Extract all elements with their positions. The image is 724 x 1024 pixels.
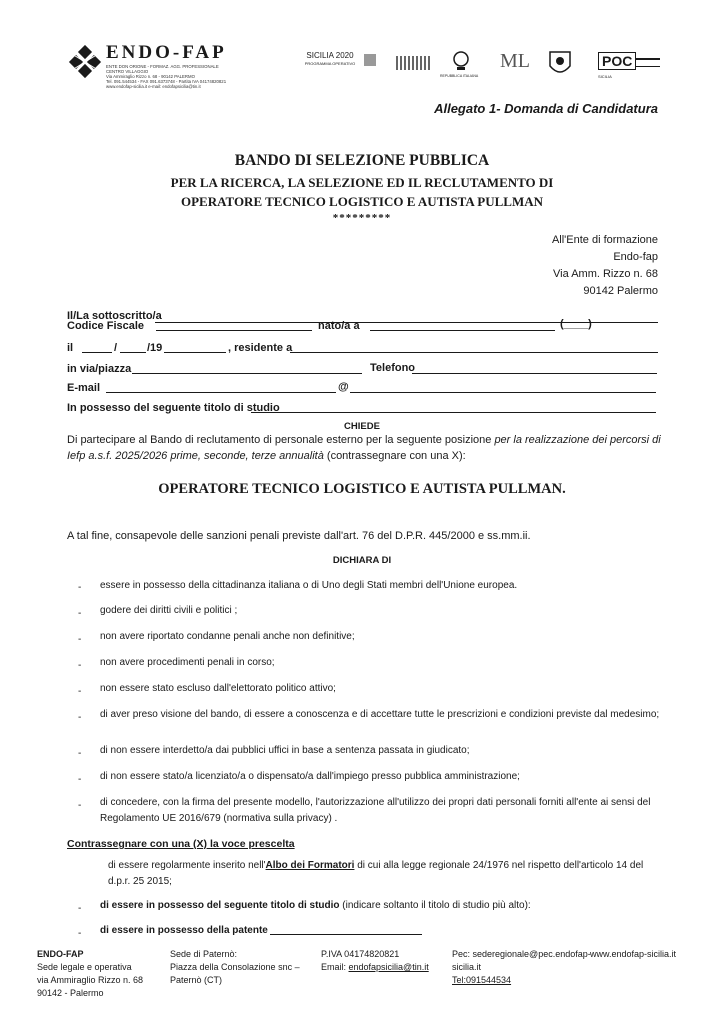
footer-email-link[interactable]: endofapsicilia@tin.it <box>348 962 429 972</box>
contrassegnare-heading: Contrassegnare con una (X) la voce prescelta <box>67 838 295 850</box>
logo-line: Via Ammiraglio Rizzo n. 68 - 90142 PALERMO <box>106 74 195 79</box>
residente-label: , residente a <box>228 342 293 354</box>
titolo-studio-field[interactable] <box>251 412 656 413</box>
footer-col-contact <box>452 948 591 987</box>
poc-label: SICILIA <box>598 74 612 79</box>
chiede-heading: CHIEDE <box>344 421 380 432</box>
sicilia-2020-logo: SICILIA 2020 PROGRAMMA OPERATIVO <box>304 51 356 66</box>
title-line-2: PER LA RICERCA, LA SELEZIONE ED IL RECLUTAMENTO DI <box>170 175 554 190</box>
dichiara-heading: DICHIARA DI <box>332 555 392 566</box>
telefono-label: Telefono <box>370 362 416 374</box>
eu-flag-icon <box>364 54 376 66</box>
bullet-marker: - <box>78 686 82 697</box>
via-label: in via/piazza <box>67 363 132 375</box>
titolo-studio-bold: di essere in possesso del seguente titolo di studio <box>100 900 340 911</box>
sponsor-logos <box>300 50 660 82</box>
footer-line: 90142 - Palermo <box>37 988 104 998</box>
footer-piva: P.IVA 04174820821 <box>321 949 400 959</box>
logo-line: CENTRO VILLAGGIO <box>106 69 149 74</box>
footer-org-name: ENDO-FAP <box>37 949 84 959</box>
logo-line: ENTE DON ORIONE - FORMAZ. AGG. PROFESSIONALE <box>106 64 219 69</box>
albo-text-post: di cui alla legge regionale 24/1976 nel rispetto dell'articolo 14 del d.p.r. 25 2015; <box>108 860 644 887</box>
anno-field[interactable] <box>164 352 226 353</box>
date-separator: / <box>114 342 118 354</box>
eu-fund-logo <box>396 56 430 70</box>
codice-fiscale-label: Codice Fiscale <box>67 320 145 332</box>
poc-logo: POC <box>598 52 636 70</box>
bullet-marker: - <box>78 608 82 619</box>
endo-fap-logo-icon <box>68 45 102 79</box>
sottoscritto-label: Il/La sottoscritto/a <box>67 310 162 322</box>
footer-col-paterno <box>170 948 300 987</box>
bullet-marker: - <box>78 800 82 811</box>
at-symbol: @ <box>338 381 349 393</box>
chiede-text <box>67 432 667 464</box>
dichiara-item: di non essere stato/a licenziato/a o dispensato/a dall'impiego presso pubblica amministrazione; <box>100 771 520 782</box>
logo-line: www.endofap-sicilia.it e-mail: endofapsicilia@tin.it <box>106 84 201 89</box>
ministry-logo: ML <box>500 50 530 72</box>
chiede-text-plain: Di partecipare al Bando di reclutamento di personale esterno per la seguente posizione <box>67 434 495 446</box>
bullet-marker: - <box>78 774 82 785</box>
albo-option[interactable] <box>108 858 660 890</box>
recipient-line: All'Ente di formazione <box>551 234 658 246</box>
patente-label: di essere in possesso della patente <box>100 925 268 936</box>
bullet-marker: - <box>78 928 82 939</box>
consapevole-text: A tal fine, consapevole delle sanzioni penali previste dall'art. 76 del D.P.R. 445/2000 e ss.mm.ii. <box>67 530 531 542</box>
chiede-text-italic: per la realizzazione dei percorsi di Iefp a.s.f. 2025/2026 prime, seconde, terze annualità <box>67 434 661 462</box>
via-field[interactable] <box>132 373 362 374</box>
dichiara-item: non avere procedimenti penali in corso; <box>100 657 275 668</box>
dichiara-item: di concedere, con la firma del presente modello, l'autorizzazione all'utilizzo dei propri dati personali forniti all'ente ai sensi del Regolamento UE 2016/679 (normativa sulla privacy) . <box>100 797 651 824</box>
bullet-marker: - <box>78 660 82 671</box>
logo-line: Tel. 091.544534 - FAX 091.6373748 - Partita IVA 04174820821 <box>106 79 227 84</box>
footer-pec[interactable]: Pec: sederegionale@pec.endofap- <box>452 949 591 959</box>
fse-logo <box>636 58 660 67</box>
footer-pec-cont: sicilia.it <box>452 962 482 972</box>
bullet-marker: - <box>78 903 82 914</box>
bullet-marker: - <box>78 712 82 723</box>
albo-formatori-label: Albo dei Formatori <box>265 860 355 871</box>
email-label: E-mail <box>67 382 101 394</box>
recipient-line: Via Amm. Rizzo n. 68 <box>553 268 658 280</box>
position-title: OPERATORE TECNICO LOGISTICO E AUTISTA PULLMAN. <box>158 481 566 497</box>
footer-line: Sede di Paternò: <box>170 949 238 959</box>
regione-sicilia-emblem-icon <box>548 50 572 78</box>
nato-label: nato/a a <box>318 320 360 332</box>
date-separator: /19 <box>147 342 163 354</box>
nato-field[interactable] <box>370 330 555 331</box>
dichiara-item: di non essere interdetto/a dai pubblici uffici in base a sentenza passata in giudicato; <box>100 745 470 756</box>
chiede-text-end: (contrassegnare con una X): <box>323 450 466 462</box>
recipient-line: 90142 Palermo <box>583 285 658 297</box>
residente-field[interactable] <box>290 352 658 353</box>
bullet-marker: - <box>78 748 82 759</box>
repubblica-emblem-icon <box>452 50 470 72</box>
dichiara-item: di aver preso visione del bando, di essere a conoscenza e di accettare tutte le prescrizioni e condizioni previste dal medesimo; <box>100 709 660 720</box>
dichiara-item: non essere stato escluso dall'elettorato politico attivo; <box>100 683 336 694</box>
albo-text-pre: di essere regolarmente inserito nell' <box>108 860 266 871</box>
title-line-1: BANDO DI SELEZIONE PUBBLICA <box>234 152 490 169</box>
dichiara-item: essere in possesso della cittadinanza italiana o di Uno degli Stati membri dell'Unione europea. <box>100 580 518 591</box>
bullet-marker: - <box>78 582 82 593</box>
mese-field[interactable] <box>120 352 146 353</box>
footer-line: via Ammiraglio Rizzo n. 68 <box>37 975 144 985</box>
codice-fiscale-field[interactable] <box>156 330 312 331</box>
data-nascita-label: il <box>67 342 74 354</box>
footer-line: Piazza della Consolazione snc – <box>170 962 300 972</box>
titolo-studio-option[interactable] <box>100 898 660 914</box>
footer-col-piva <box>321 948 429 974</box>
telefono-field[interactable] <box>412 373 657 374</box>
patente-field[interactable] <box>270 934 422 935</box>
email-domain-field[interactable] <box>350 392 656 393</box>
dichiara-item: godere dei diritti civili e politici ; <box>100 605 238 616</box>
repubblica-label: REPUBBLICA ITALIANA <box>440 74 479 78</box>
provincia-field[interactable]: (____) <box>560 318 592 330</box>
footer-website-link[interactable]: www.endofap-sicilia.it <box>590 949 677 959</box>
title-stars: ********* <box>332 212 392 224</box>
footer-col-legal <box>37 948 143 1000</box>
bullet-marker: - <box>78 634 82 645</box>
footer-tel-link[interactable]: Tel:091544534 <box>452 975 512 985</box>
logo-name: ENDO-FAP <box>106 42 227 63</box>
titolo-studio-label: In possesso del seguente titolo di studio <box>67 402 280 414</box>
footer-email-label: Email: <box>321 962 349 972</box>
allegato-label: Allegato 1- Domanda di Candidatura <box>434 101 658 116</box>
email-user-field[interactable] <box>106 392 336 393</box>
recipient-address <box>552 232 658 300</box>
dichiara-item: non avere riportato condanne penali anche non definitive; <box>100 631 355 642</box>
title-line-3: OPERATORE TECNICO LOGISTICO E AUTISTA PULLMAN <box>180 194 544 209</box>
giorno-field[interactable] <box>82 352 112 353</box>
footer-line: Sede legale e operativa <box>37 962 132 972</box>
recipient-line: Endo-fap <box>613 251 658 263</box>
footer-line: Paternò (CT) <box>170 975 223 985</box>
titolo-studio-rest: (indicare soltanto il titolo di studio più alto): <box>339 900 531 911</box>
